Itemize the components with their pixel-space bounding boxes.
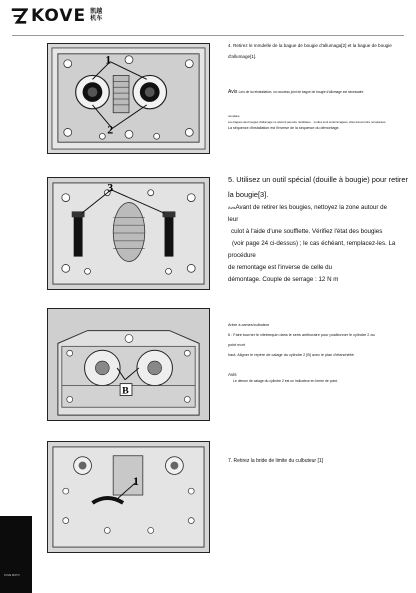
figure-timing-mark (47, 308, 210, 421)
header-divider (12, 35, 404, 36)
step-5-body: AvisAvant de retirer les bougies, nettoyez la zone autour de leur culot à l'aide d'une soufflette. Vérifiez l'état des bougies (voir page 24 ci-dessus) ; le cas échéant, remplacez-les. La procédure de remontage est l'inverse de celle du démontage. Couple de serrage : 12 N m (228, 204, 396, 283)
step-6-avis: Avis Le démon de calage du cylindre 2 est un indicateur en forme de point. (228, 372, 338, 383)
callout-3: 3 (107, 180, 114, 195)
callout-b: B (122, 385, 129, 397)
step-4-avis: Avis Lors de la reinstallation, un nouveau joint de bague de bougie d'allumage est nécessaire. (228, 89, 365, 95)
kove-logo-icon (10, 7, 28, 25)
brand-name: KOVE (31, 6, 87, 26)
callout-1-rocker: 1 (132, 474, 139, 489)
page-header (10, 6, 406, 30)
step-4-sequence: La séquence d'installation est l'inverse de la séquence du démontage. (228, 126, 340, 130)
step-7-text: 7. Retirez la bride de limite du culbuteur [1] (228, 458, 324, 464)
kove-logo (10, 6, 102, 26)
step-5-heading: 5. Utilisez un outil spécial (douille à bougie) pour retirer la bougie[3]. (228, 175, 408, 199)
sidebar-note: KOVE MOTO (4, 574, 20, 577)
figure-spark-plug-rings (47, 43, 210, 154)
figure-spark-plug-removal (47, 177, 210, 290)
brand-cn: 凯越 机车 (90, 9, 103, 22)
step-4-text: 4. Retirez le mmdelle de la bague de bougie d'allumaga[2] et la bague de bougie d'allumage[1]. (228, 43, 392, 59)
figure-rocker-flange (47, 441, 210, 553)
page-sidebar (0, 516, 32, 593)
step-6-text: Arbre à cames/culbuteur 6 : Faire tourner le vilebrequin dans le sens antihoraire pour positionner le cylindre 2 au point mort haut. Aligner le repère de calage du cylindre 2 [B] avec le plan d'étanchéité. (228, 323, 375, 357)
callout-2: 2 (107, 122, 114, 137)
step-4-note: remplace Les bagues des bougies d'allumage ne doivent pas être réutilisées... si elles sont endommagées, elles doivent être remplacées. (228, 114, 387, 124)
callout-1: 1 (105, 52, 112, 67)
